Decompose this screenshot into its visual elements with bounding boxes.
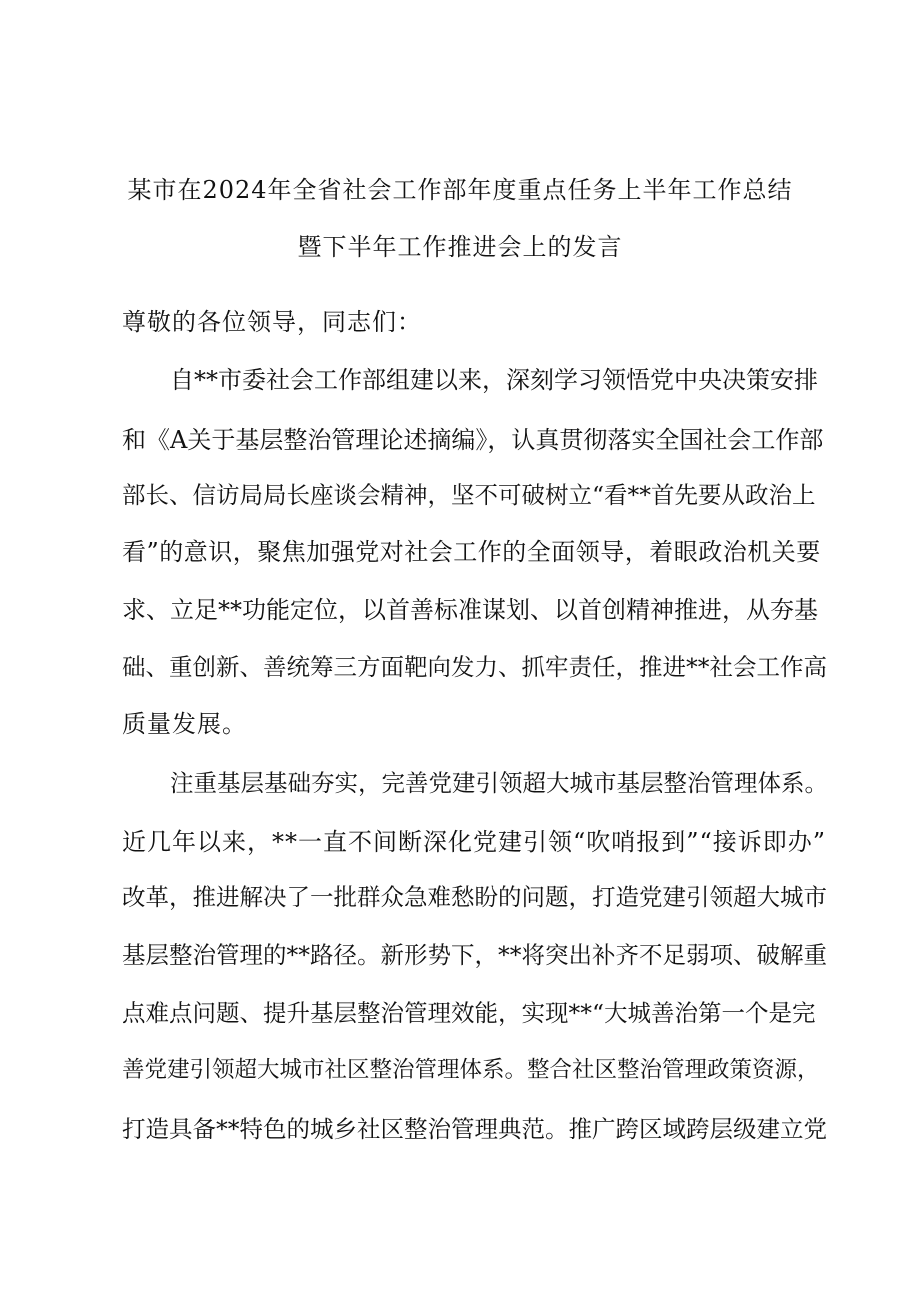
paragraph-2-line: 打造具备**特色的城乡社区整治管理典范。推广跨区域跨层级建立党 <box>122 1115 827 1143</box>
paragraph-2-line: 基层整治管理的**路径。新形势下，**将突出补齐不足弱项、破解重 <box>122 941 827 969</box>
document-title-line-1: 某市在2024年全省社会工作部年度重点任务上半年工作总结 <box>127 176 793 204</box>
paragraph-1-line: 求、立足**功能定位，以首善标准谋划、以首创精神推进，从夯基 <box>122 596 818 624</box>
paragraph-2-line: 改革，推进解决了一批群众急难愁盼的问题，打造党建引领超大城市 <box>122 883 827 911</box>
document-title-line-2: 暨下半年工作推进会上的发言 <box>297 233 623 261</box>
paragraph-1-line: 础、重创新、善统筹三方面靶向发力、抓牢责任，推进**社会工作高 <box>122 653 827 681</box>
paragraph-2-line: 近几年以来，**一直不间断深化党建引领“吹哨报到”“接诉即办” <box>122 828 827 856</box>
paragraph-1-line: 看”的意识，聚焦加强党对社会工作的全面领导，着眼政治机关要 <box>122 538 821 566</box>
paragraph-2-line: 注重基层基础夯实，完善党建引领超大城市基层整治管理体系。 <box>170 769 828 797</box>
paragraph-1-line: 自**市委社会工作部组建以来，深刻学习领悟党中央决策安排 <box>170 366 818 394</box>
paragraph-1-line: 部长、信访局局长座谈会精神，坚不可破树立“看**首先要从政治上 <box>122 481 816 509</box>
paragraph-1-line: 质量发展。 <box>122 710 247 738</box>
paragraph-2-line: 点难点问题、提升基层整治管理效能，实现**“大城善治第一个是完 <box>122 999 816 1027</box>
salutation: 尊敬的各位领导，同志们： <box>122 308 422 336</box>
paragraph-1-line: 和《A关于基层整治管理论述摘编》，认真贯彻落实全国社会工作部 <box>122 426 824 454</box>
paragraph-2-line: 善党建引领超大城市社区整治管理体系。整合社区整治管理政策资源， <box>122 1057 820 1083</box>
